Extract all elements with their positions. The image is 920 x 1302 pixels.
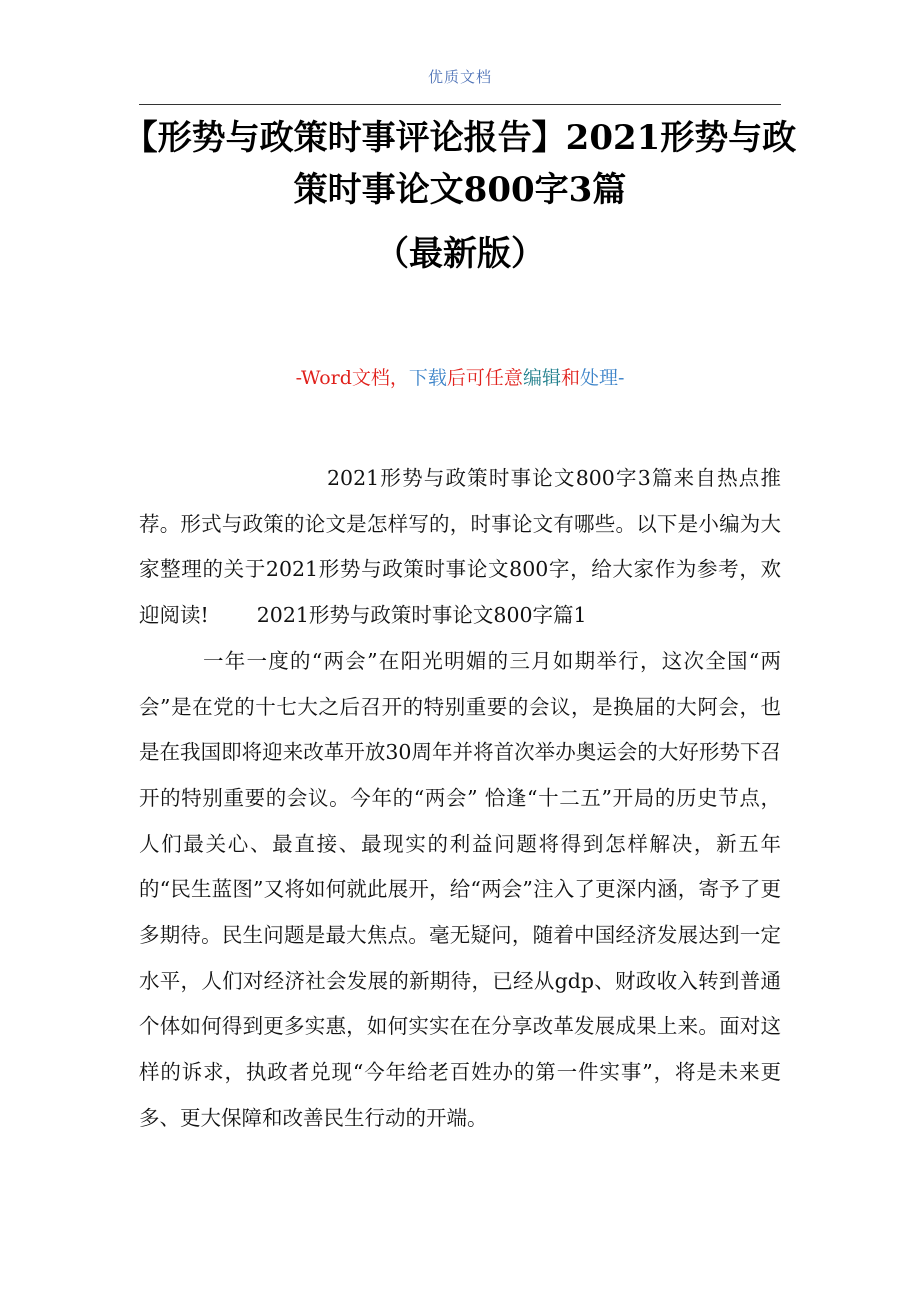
header-divider [139,104,781,105]
note-part-1: -Word文档， [295,367,409,389]
note-part-5: 和 [560,367,580,389]
intro-text: 2021形势与政策时事论文800字3篇来自热点推荐。形式与政策的论文是怎样写的，时事论文有哪些。以下是小编为大家整理的关于2021形势与政策时事论文800字，给大家作为参考，欢迎阅读! [139,466,781,628]
intro-paragraph [139,456,781,639]
document-body [139,456,781,1142]
body-paragraph: 一年一度的“两会”在阳光明媚的三月如期举行，这次全国“两会”是在党的十七大之后召开的特别重要的会议，是换届的大阿会，也是在我国即将迎来改革开放30周年并将首次举办奥运会的大好形势下召开的特别重要的会议。今年的“两会” 恰逢“十二五”开局的历史节点，人们最关心、最直接、最现实的利益问题将得到怎样解决，新五年的“民生蓝图”又将如何就此展开，给“两会”注入了更深内涵，寄予了更多期待。民生问题是最大焦点。毫无疑问，随着中国经济发展达到一定水平，人们对经济社会发展的新期待，已经从gdp、财政收入转到普通个体如何得到更多实惠，如何实实在在分享改革发展成果上来。面对这样的诉求，执政者兑现“今年给老百姓办的第一件实事”，将是未来更多、更大保障和改善民生行动的开端。 [139,648,781,1130]
editable-note [0,364,920,392]
note-part-2: 下载 [408,367,447,389]
document-title: 【形势与政策时事评论报告】2021形势与政策时事论文800字3篇 [123,118,797,210]
header-label: 优质文档 [427,68,492,86]
note-part-3: 后可任意 [446,367,523,389]
document-subtitle: （最新版） [375,234,545,274]
note-part-4: 编辑 [522,367,561,389]
section-heading: 2021形势与政策时事论文800字篇1 [256,603,587,628]
note-part-6: 处理- [579,367,625,389]
